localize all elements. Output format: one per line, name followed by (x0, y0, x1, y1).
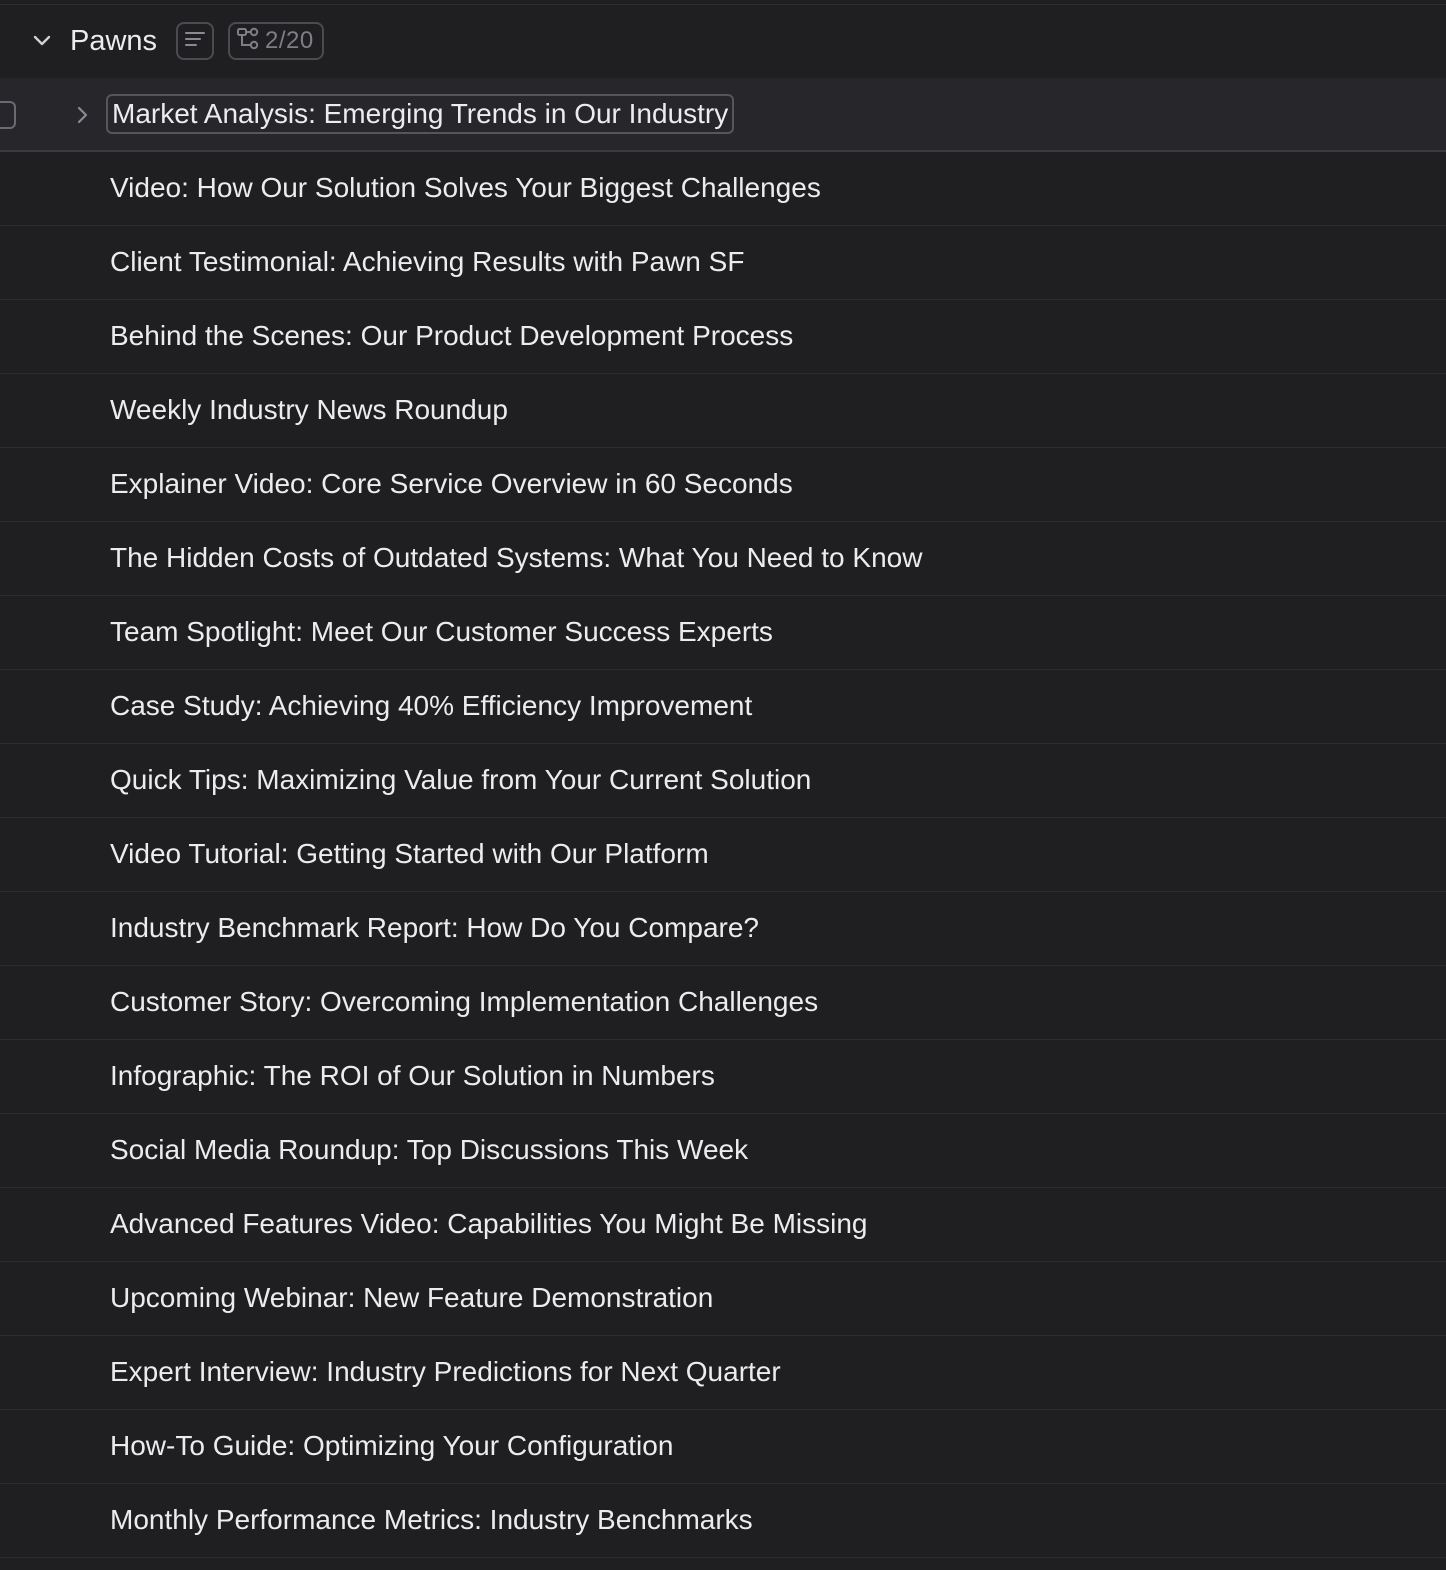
list-item[interactable] (0, 1336, 1446, 1410)
issue-title[interactable]: Weekly Industry News Roundup (110, 394, 508, 425)
issue-title[interactable]: Expert Interview: Industry Predictions for Next Quarter (110, 1356, 781, 1387)
list-item[interactable] (0, 152, 1446, 226)
list-item[interactable] (0, 300, 1446, 374)
list-item[interactable] (0, 670, 1446, 744)
issue-title[interactable]: Video Tutorial: Getting Started with Our Platform (110, 838, 709, 869)
issue-title[interactable]: Case Study: Achieving 40% Efficiency Improvement (110, 690, 753, 721)
issue-title[interactable]: Client Testimonial: Achieving Results with Pawn SF (110, 246, 745, 277)
sub-issues-icon (236, 26, 262, 57)
list-item[interactable] (0, 1484, 1446, 1558)
list-item[interactable] (0, 596, 1446, 670)
issue-title[interactable]: Infographic: The ROI of Our Solution in Numbers (110, 1060, 715, 1091)
list-item[interactable] (0, 744, 1446, 818)
issue-title[interactable]: Video: How Our Solution Solves Your Biggest Challenges (110, 172, 821, 203)
sub-issues-button[interactable] (228, 22, 324, 60)
list-item[interactable] (0, 966, 1446, 1040)
issue-title[interactable]: Explainer Video: Core Service Overview in 60 Seconds (110, 468, 793, 499)
issue-title[interactable]: How-To Guide: Optimizing Your Configuration (110, 1430, 674, 1461)
issue-title[interactable]: Industry Benchmark Report: How Do You Compare? (110, 912, 759, 943)
issue-title[interactable]: Social Media Roundup: Top Discussions This Week (110, 1134, 749, 1165)
group-header (0, 5, 1446, 77)
list-item[interactable] (0, 1188, 1446, 1262)
sub-issue-count: 2/20 (265, 27, 314, 54)
issue-title[interactable]: Quick Tips: Maximizing Value from Your Current Solution (110, 764, 812, 795)
issue-title[interactable]: Monthly Performance Metrics: Industry Benchmarks (110, 1504, 753, 1535)
issue-list (0, 78, 1446, 1558)
issue-title[interactable]: Market Analysis: Emerging Trends in Our Industry (106, 94, 734, 134)
group-title: Pawns (70, 25, 158, 57)
list-item[interactable] (0, 818, 1446, 892)
list-item[interactable] (0, 522, 1446, 596)
description-button[interactable] (176, 22, 214, 60)
issue-title[interactable]: Customer Story: Overcoming Implementation Challenges (110, 986, 819, 1017)
row-checkbox[interactable] (0, 101, 16, 129)
chevron-down-icon[interactable] (30, 29, 54, 53)
description-lines-icon (183, 29, 207, 54)
issue-title[interactable]: Team Spotlight: Meet Our Customer Success Experts (110, 616, 773, 647)
issue-title[interactable]: Advanced Features Video: Capabilities You Might Be Missing (110, 1208, 868, 1239)
issue-title[interactable]: Upcoming Webinar: New Feature Demonstration (110, 1282, 714, 1313)
list-item[interactable] (0, 1262, 1446, 1336)
issue-title[interactable]: The Hidden Costs of Outdated Systems: What You Need to Know (110, 542, 923, 573)
list-item[interactable] (0, 1114, 1446, 1188)
list-item[interactable] (0, 1040, 1446, 1114)
list-item[interactable] (0, 892, 1446, 966)
issue-title[interactable]: Behind the Scenes: Our Product Development Process (110, 320, 794, 351)
list-item[interactable] (0, 374, 1446, 448)
list-item[interactable] (0, 1410, 1446, 1484)
list-item[interactable] (0, 448, 1446, 522)
chevron-right-icon[interactable] (70, 103, 94, 127)
list-item[interactable] (0, 226, 1446, 300)
list-item[interactable] (0, 78, 1446, 152)
